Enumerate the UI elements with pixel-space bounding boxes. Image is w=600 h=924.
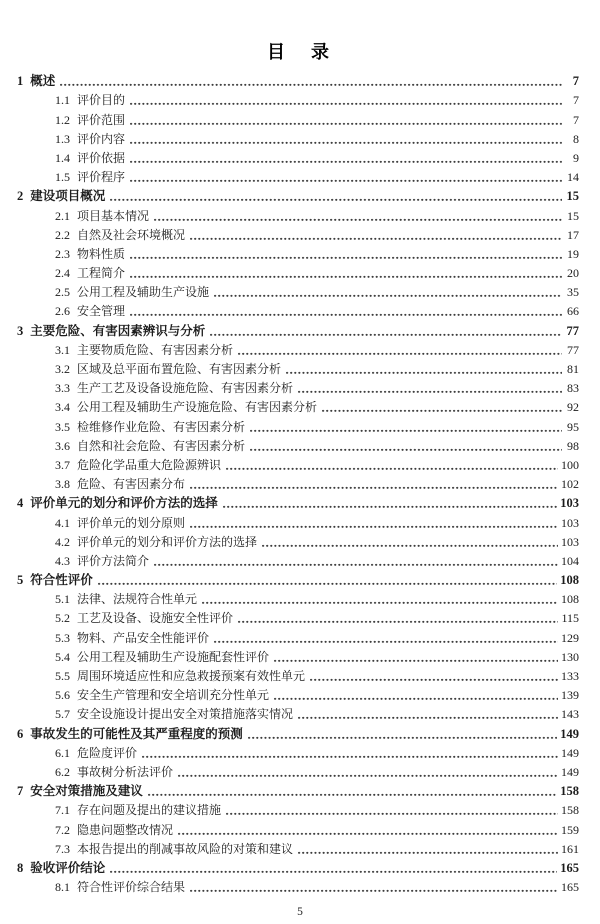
toc-entry-page: 14: [567, 170, 579, 185]
toc-entry-number: 8: [17, 860, 24, 875]
toc-entry-number: 2.5: [55, 285, 70, 300]
toc-entry-number: 2.3: [55, 246, 70, 261]
toc-entry-number: 4: [17, 496, 24, 511]
toc-entry-number: 5.7: [55, 707, 70, 722]
toc-entry-label: 符合性评价: [30, 573, 93, 588]
toc-entry[interactable]: [17, 147, 579, 166]
toc-entry-number: 1.4: [55, 150, 70, 165]
toc-entry[interactable]: [17, 492, 579, 511]
toc-entry[interactable]: [17, 204, 579, 223]
toc-entry-label: 公用工程及辅助生产设施危险、有害因素分析: [77, 400, 318, 415]
toc-entry-label: 公用工程及辅助生产设施配套性评价: [77, 649, 270, 664]
toc-entry-number: 5.5: [55, 669, 70, 683]
toc-entry-label: 物料、产品安全性能评价: [77, 630, 210, 645]
toc-entry-label: 符合性评价综合结果: [77, 880, 186, 895]
toc-entry-number: 7.3: [55, 841, 70, 856]
toc-entry[interactable]: [17, 281, 579, 300]
dot-leader: [178, 772, 558, 777]
toc-entry-label: 公用工程及辅助生产设施: [77, 285, 210, 300]
toc-entry[interactable]: [17, 742, 579, 761]
dot-leader: [226, 810, 558, 815]
toc-entry[interactable]: [17, 607, 579, 626]
toc-entry-number: 7.1: [55, 803, 70, 818]
toc-entry-page: 104: [561, 553, 579, 568]
dot-leader: [190, 887, 558, 892]
dot-leader: [274, 657, 558, 662]
toc-entry-label: 危险化学品重大危险源辨识: [77, 457, 222, 472]
toc-entry-page: 19: [567, 246, 579, 261]
toc-entry-number: 3.6: [55, 438, 70, 453]
toc-entry-number: 3.7: [55, 457, 70, 472]
toc-entry-number: 4.1: [55, 515, 70, 530]
dot-leader: [248, 734, 557, 739]
dot-leader: [148, 791, 557, 796]
toc-entry-label: 建设项目概况: [30, 189, 106, 204]
toc-entry-page: 133: [561, 669, 579, 683]
toc-entry-page: 103: [561, 534, 579, 549]
toc-entry-label: 检维修作业危险、有害因素分析: [77, 419, 246, 434]
toc-entry-page: 98: [567, 438, 579, 453]
toc-entry-page: 149: [560, 726, 579, 741]
dot-leader: [298, 714, 558, 719]
toc-entry[interactable]: [17, 339, 579, 358]
toc-entry-label: 评价方法简介: [77, 553, 150, 568]
toc-entry-label: 主要危险、有害因素辨识与分析: [30, 323, 206, 338]
toc-entry-label: 安全管理: [77, 304, 126, 319]
toc-entry-page: 165: [560, 860, 579, 875]
toc-entry[interactable]: [17, 665, 579, 684]
toc-entry[interactable]: [17, 300, 579, 319]
toc-entry-page: 17: [567, 227, 579, 242]
toc-entry[interactable]: [17, 70, 579, 89]
toc-entry-number: 5.6: [55, 688, 70, 703]
toc-entry-page: 129: [561, 630, 579, 645]
toc-entry-page: 66: [567, 304, 579, 319]
toc-entry-label: 评价目的: [77, 93, 126, 108]
dot-leader: [310, 676, 558, 681]
toc-entry-label: 评价依据: [77, 150, 126, 165]
dot-leader: [154, 561, 558, 566]
toc-entry-number: 3.4: [55, 400, 70, 415]
toc-entry-label: 评价范围: [77, 112, 126, 127]
dot-leader: [130, 273, 562, 278]
toc-entry-label: 主要物质危险、有害因素分析: [77, 342, 234, 357]
toc-entry-number: 2: [17, 189, 24, 204]
toc-entry-page: 102: [561, 477, 579, 492]
toc-entry[interactable]: [17, 588, 579, 607]
toc-entry-page: 165: [561, 880, 579, 895]
toc-entry-number: 3.5: [55, 419, 70, 434]
dot-leader: [60, 81, 562, 86]
dot-leader: [262, 542, 558, 547]
toc-entry-number: 5.4: [55, 649, 70, 664]
toc-entry-page: 15: [567, 208, 579, 223]
toc-entry-page: 7: [573, 112, 579, 127]
toc-entry-page: 158: [561, 803, 579, 818]
toc-entry-label: 评价内容: [77, 131, 126, 146]
toc-entry[interactable]: [17, 358, 579, 377]
toc-entry[interactable]: [17, 761, 579, 780]
toc-entry-number: 2.4: [55, 266, 70, 281]
toc-entry-page: 143: [561, 707, 579, 722]
toc-entry-number: 2.1: [55, 208, 70, 223]
footer-page-number: 5: [297, 906, 303, 918]
toc-entry-page: 103: [560, 496, 579, 511]
toc-entry-page: 130: [561, 649, 579, 664]
toc-entry-page: 149: [561, 745, 579, 760]
dot-leader: [298, 388, 562, 393]
toc-entry-number: 3.2: [55, 362, 70, 376]
toc-entry-number: 5: [17, 573, 24, 588]
toc-entry[interactable]: [17, 550, 579, 569]
toc-entry-number: 7: [17, 784, 24, 799]
toc-entry-page: 161: [561, 841, 579, 856]
toc-entry-number: 4.3: [55, 553, 70, 568]
toc-entry-label: 评价单元的划分和评价方法的选择: [30, 496, 218, 511]
toc-entry-page: 92: [567, 400, 579, 415]
toc-entry[interactable]: [17, 396, 579, 415]
toc-entry-page: 15: [566, 189, 579, 204]
toc-entry-page: 103: [561, 515, 579, 530]
toc-entry-page: 149: [561, 764, 579, 779]
toc-entry[interactable]: [17, 243, 579, 262]
dot-leader: [214, 292, 562, 297]
toc-entry-number: 6.2: [55, 764, 70, 779]
toc-entry[interactable]: [17, 569, 579, 588]
toc-entry-label: 法律、法规符合性单元: [77, 592, 198, 607]
toc-entry-label: 隐患问题整改情况: [77, 822, 174, 837]
toc-entry[interactable]: [17, 818, 579, 837]
toc-entry[interactable]: [17, 108, 579, 127]
toc-entry[interactable]: [17, 511, 579, 530]
toc-entry[interactable]: [17, 166, 579, 185]
dot-leader: [250, 446, 562, 451]
toc-entry-number: 5.3: [55, 630, 70, 645]
toc-entry-label: 本报告提出的削减事故风险的对策和建议: [77, 841, 294, 856]
toc-entry[interactable]: [17, 435, 579, 454]
toc-entry-number: 2.2: [55, 227, 70, 242]
dot-leader: [238, 350, 562, 355]
toc-entry-label: 事故发生的可能性及其严重程度的预测: [30, 726, 243, 741]
toc-entry-label: 危险、有害因素分布: [77, 477, 186, 492]
toc-entry-label: 概述: [30, 74, 56, 89]
toc-entry-page: 108: [560, 573, 579, 588]
dot-leader: [210, 331, 562, 336]
toc-entry[interactable]: [17, 876, 579, 895]
toc-entry-page: 159: [561, 822, 579, 837]
toc-entry[interactable]: [17, 780, 579, 799]
dot-leader: [274, 695, 558, 700]
toc-entry-number: 1: [17, 74, 24, 89]
toc-entry-label: 区域及总平面布置危险、有害因素分析: [77, 362, 282, 376]
toc-entry-number: 6.1: [55, 745, 70, 760]
toc-entry-number: 8.1: [55, 880, 70, 895]
toc-entry[interactable]: [17, 646, 579, 665]
dot-leader: [214, 638, 558, 643]
toc-entry-number: 1.2: [55, 112, 70, 127]
toc-entry-page: 108: [561, 592, 579, 607]
dot-leader: [250, 427, 562, 432]
toc-entry-label: 自然和社会危险、有害因素分析: [77, 438, 246, 453]
toc-entry-page: 81: [567, 362, 579, 376]
toc-entry[interactable]: [17, 224, 579, 243]
toc-entry-label: 验收评价结论: [30, 860, 106, 875]
toc-entry-page: 9: [573, 150, 579, 165]
toc-entry-page: 95: [567, 419, 579, 434]
dot-leader: [98, 580, 557, 585]
toc-entry-label: 安全生产管理和安全培训充分性单元: [77, 688, 270, 703]
toc-entry-page: 158: [560, 784, 579, 799]
dot-leader: [130, 120, 562, 125]
toc-entry-number: 5.1: [55, 592, 70, 607]
dot-leader: [202, 599, 558, 604]
toc-entry-label: 自然及社会环境概况: [77, 227, 186, 242]
toc-entry-page: 20: [567, 266, 579, 281]
toc-entry[interactable]: [17, 626, 579, 645]
dot-leader: [130, 139, 562, 144]
dot-leader: [130, 254, 562, 259]
toc-entry-page: 83: [567, 381, 579, 396]
toc-entry-page: 7: [573, 93, 579, 108]
dot-leader: [130, 177, 562, 182]
dot-leader: [226, 465, 558, 470]
toc-entry[interactable]: [17, 531, 579, 550]
dot-leader: [178, 830, 558, 835]
toc-entry-label: 工艺及设备、设施安全性评价: [77, 611, 234, 626]
toc-entry-label: 工程简介: [77, 266, 126, 281]
toc-entry-label: 物料性质: [77, 246, 126, 261]
toc-entry-number: 4.2: [55, 534, 70, 549]
toc-entry-number: 1.1: [55, 93, 70, 108]
toc-entry-page: 35: [567, 285, 579, 300]
toc-entry-number: 3.8: [55, 477, 70, 492]
dot-leader: [322, 407, 562, 412]
toc-entry-label: 安全设施设计提出安全对策措施落实情况: [77, 707, 294, 722]
dot-leader: [190, 484, 558, 489]
page-title: 目 录: [267, 42, 333, 62]
toc-list: [0, 70, 600, 895]
dot-leader: [154, 216, 562, 221]
toc-entry[interactable]: [17, 454, 579, 473]
toc-entry-label: 周围环境适应性和应急救援预案有效性单元: [77, 669, 306, 683]
toc-entry-number: 7.2: [55, 822, 70, 837]
dot-leader: [298, 849, 558, 854]
dot-leader: [110, 868, 557, 873]
toc-entry-number: 1.5: [55, 170, 70, 185]
toc-entry-page: 8: [573, 131, 579, 146]
toc-entry[interactable]: [17, 319, 579, 338]
toc-entry-label: 评价程序: [77, 170, 126, 185]
dot-leader: [110, 196, 562, 201]
toc-entry[interactable]: [17, 799, 579, 818]
toc-entry-number: 5.2: [55, 611, 70, 626]
dot-leader: [238, 618, 558, 623]
toc-entry-page: 100: [561, 457, 579, 472]
dot-leader: [223, 503, 557, 508]
toc-entry-number: 1.3: [55, 131, 70, 146]
toc-entry[interactable]: [17, 473, 579, 492]
dot-leader: [142, 753, 558, 758]
toc-entry-label: 事故树分析法评价: [77, 764, 174, 779]
toc-entry-label: 项目基本情况: [77, 208, 150, 223]
dot-leader: [286, 369, 562, 374]
toc-entry[interactable]: [17, 415, 579, 434]
toc-entry[interactable]: [17, 128, 579, 147]
toc-entry-page: 139: [561, 688, 579, 703]
toc-entry-label: 危险度评价: [77, 745, 138, 760]
toc-entry-page: 77: [566, 323, 579, 338]
toc-entry-page: 7: [572, 74, 579, 89]
toc-entry-page: 77: [567, 342, 579, 357]
dot-leader: [130, 100, 562, 105]
dot-leader: [130, 158, 562, 163]
toc-entry[interactable]: [17, 89, 579, 108]
toc-entry[interactable]: [17, 703, 579, 722]
toc-entry-number: 6: [17, 726, 24, 741]
toc-entry[interactable]: [17, 684, 579, 703]
toc-entry-number: 3.3: [55, 381, 70, 396]
toc-entry[interactable]: [17, 377, 579, 396]
toc-entry-page: 115: [561, 611, 579, 626]
toc-entry-label: 评价单元的划分原则: [77, 515, 186, 530]
dot-leader: [130, 311, 562, 316]
dot-leader: [190, 235, 562, 240]
toc-entry-number: 3.1: [55, 342, 70, 357]
toc-entry-label: 生产工艺及设备设施危险、有害因素分析: [77, 381, 294, 396]
toc-entry-number: 2.6: [55, 304, 70, 319]
toc-entry[interactable]: [17, 722, 579, 741]
toc-entry[interactable]: [17, 262, 579, 281]
toc-entry-label: 评价单元的划分和评价方法的选择: [77, 534, 258, 549]
toc-entry[interactable]: [17, 185, 579, 204]
toc-entry-number: 3: [17, 323, 24, 338]
toc-entry[interactable]: [17, 857, 579, 876]
toc-entry[interactable]: [17, 838, 579, 857]
dot-leader: [190, 523, 558, 528]
toc-entry-label: 存在问题及提出的建议措施: [77, 803, 222, 818]
toc-entry-label: 安全对策措施及建议: [30, 784, 143, 799]
